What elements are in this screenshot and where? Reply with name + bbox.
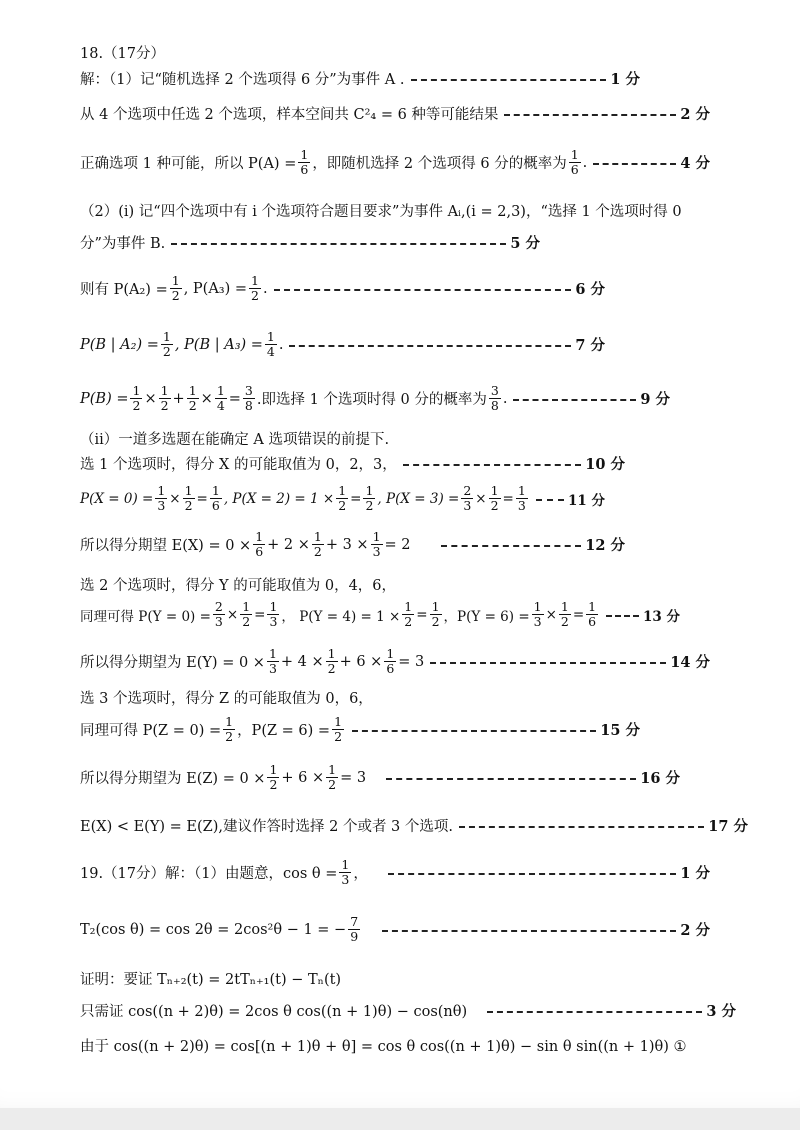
text-segment: 所以得分期望为 E(Z) = 0 × (80, 771, 266, 788)
q19-line-5 (80, 1035, 686, 1056)
fraction (326, 763, 338, 793)
text-segment: + 3 × (325, 536, 369, 553)
fraction (489, 484, 501, 514)
text-segment: + 2 × (267, 536, 310, 553)
fraction (215, 384, 227, 414)
q18-line-10 (80, 453, 625, 474)
q19-title: 19.（17分）解：（1）由题意，cos θ = (80, 866, 338, 883)
denominator: 3 (341, 872, 350, 888)
denominator: 6 (570, 162, 579, 178)
score-mark: 16 分 (640, 770, 680, 788)
score-mark: 10 分 (585, 456, 625, 473)
text-segment: ，P(Z = 6) = (237, 723, 331, 740)
fraction (267, 647, 279, 677)
numerator: 7 (350, 914, 359, 929)
operator: × (226, 606, 239, 623)
text-segment: , P(X = 3) = (377, 490, 460, 507)
operator: = (228, 390, 241, 407)
operator: × (475, 490, 487, 507)
numerator: 1 (157, 483, 166, 498)
numerator: 1 (160, 383, 169, 398)
score-leader (487, 1011, 702, 1013)
operator: × (169, 490, 181, 507)
q18-line-16 (80, 687, 373, 708)
fraction (371, 530, 383, 560)
numerator: 1 (386, 646, 395, 661)
score-leader (411, 79, 607, 81)
denominator: 3 (157, 498, 166, 514)
numerator: 1 (334, 714, 343, 729)
numerator: 1 (188, 383, 197, 398)
q18-line-7 (80, 330, 605, 360)
score-leader (403, 464, 581, 466)
numerator: 1 (588, 599, 597, 614)
q18-line-12 (80, 530, 625, 560)
numerator: 1 (328, 762, 337, 777)
numerator: 1 (404, 599, 413, 614)
denominator: 9 (350, 929, 359, 945)
denominator: 2 (184, 498, 193, 514)
text-segment: . (278, 336, 284, 353)
score-leader (386, 778, 636, 780)
q18-line-19 (80, 815, 748, 836)
score-leader (536, 499, 564, 501)
text-segment: 同理可得 P(Z = 0) = (80, 723, 222, 740)
operator: = (196, 490, 208, 507)
denominator: 6 (300, 162, 309, 178)
numerator: 1 (341, 857, 350, 872)
numerator: 1 (269, 599, 278, 614)
denominator: 6 (386, 661, 395, 677)
text-segment: = 3 (340, 769, 367, 786)
operator: × (200, 390, 213, 407)
fraction (267, 763, 279, 793)
q18-line-17 (80, 715, 640, 745)
numerator: 1 (251, 273, 259, 288)
numerator: 1 (533, 599, 542, 614)
proof-expansion: 由于 cos((n + 2)θ) = cos[(n + 1)θ + θ] = cos θ cos((n + 1)θ) − sin θ sin((n + 1)θ) ① (80, 1039, 687, 1055)
denominator: 2 (225, 729, 234, 745)
fraction (249, 274, 261, 304)
numerator: 1 (431, 599, 440, 614)
operator: + (172, 390, 185, 407)
numerator: 1 (171, 273, 180, 288)
score-mark: 3 分 (706, 1003, 736, 1020)
denominator: 2 (328, 777, 337, 793)
q18-line-6 (80, 274, 605, 304)
text-segment: , P(A₃) = (183, 280, 248, 297)
score-leader (352, 730, 596, 732)
fraction (339, 858, 351, 888)
denominator: 6 (255, 544, 264, 560)
numerator: 1 (211, 483, 220, 498)
operator: = (254, 606, 266, 623)
score-leader (459, 826, 704, 828)
fraction (223, 715, 235, 745)
fraction (183, 484, 195, 514)
score-mark: 17 分 (708, 818, 748, 835)
operator: = (502, 490, 514, 507)
q19-line-4 (80, 1000, 736, 1021)
denominator: 2 (188, 398, 197, 414)
fraction (210, 484, 222, 514)
denominator: 2 (560, 614, 569, 630)
text-segment: , P(B | A₃) = (174, 336, 263, 353)
score-mark: 5 分 (510, 235, 540, 252)
fraction (516, 484, 528, 514)
denominator: 2 (431, 614, 440, 630)
text-segment: 所以得分期望为 E(Y) = 0 × (80, 655, 265, 672)
fraction (559, 600, 571, 630)
q18-line-15 (80, 647, 710, 677)
fraction (267, 600, 279, 630)
fraction (402, 600, 414, 630)
fraction (161, 330, 173, 360)
fraction (170, 274, 182, 304)
denominator: 4 (266, 344, 275, 360)
denominator: 2 (338, 498, 347, 514)
text-segment: . (582, 154, 588, 171)
numerator: 1 (268, 646, 277, 661)
score-leader (289, 345, 571, 347)
q18-line-3 (80, 148, 710, 178)
q19-line-1 (80, 858, 710, 888)
event-b-definition: 分”为事件 B. (80, 236, 166, 252)
page-bottom-edge (0, 1108, 800, 1130)
fraction (569, 148, 581, 178)
score-mark: 9 分 (640, 391, 670, 409)
score-mark: 1 分 (680, 865, 710, 883)
q18-header (80, 42, 165, 63)
denominator: 4 (216, 398, 225, 414)
fraction (532, 600, 544, 630)
score-mark: 2 分 (680, 106, 710, 123)
text-segment: P(B | A₂) = (80, 336, 159, 353)
fraction (243, 384, 255, 414)
text-segment: 所以得分期望 E(X) = 0 × (80, 538, 252, 555)
numerator: 1 (269, 762, 278, 777)
text-segment: . (502, 390, 508, 407)
fraction (326, 647, 338, 677)
score-leader (388, 873, 677, 875)
text-segment: + 6 × (339, 653, 383, 670)
score-mark: 12 分 (585, 537, 625, 555)
fraction (332, 715, 344, 745)
denominator: 2 (160, 398, 169, 414)
denominator: 2 (490, 498, 499, 514)
numerator: 1 (490, 483, 499, 498)
text-segment: ，即随机选择 2 个选项得 6 分的概率为 (312, 156, 567, 173)
fraction (336, 484, 348, 514)
numerator: 1 (372, 529, 381, 544)
fraction (155, 484, 167, 514)
denominator: 3 (372, 544, 381, 560)
numerator: 1 (132, 383, 141, 398)
score-mark: 15 分 (600, 722, 640, 740)
score-mark: 4 分 (680, 155, 710, 173)
denominator: 8 (490, 398, 499, 414)
fraction (586, 600, 598, 630)
denominator: 3 (268, 661, 277, 677)
numerator: 2 (214, 599, 223, 614)
fraction (265, 330, 277, 360)
text-segment: 则有 P(A₂) = (80, 282, 168, 299)
numerator: 1 (365, 483, 374, 498)
score-mark: 2 分 (680, 922, 710, 940)
q18-conclusion: E(X) < E(Y) = E(Z),建议作答时选择 2 个或者 3 个选项. (80, 819, 454, 835)
proof-goal: 证明：要证 Tₙ₊₂(t) = 2tTₙ₊₁(t) − Tₙ(t) (80, 972, 342, 988)
score-mark: 14 分 (670, 654, 710, 672)
numerator: 1 (216, 383, 225, 398)
score-leader (441, 545, 582, 547)
numerator: 1 (225, 714, 234, 729)
denominator: 2 (313, 544, 322, 560)
q18-sample-space: 从 4 个选项中任选 2 个选项，样本空间共 C²₄ = 6 种等可能结果 (80, 107, 499, 123)
denominator: 2 (269, 777, 278, 793)
operator: = (350, 490, 362, 507)
score-mark: 7 分 (575, 337, 605, 355)
operator: = (416, 606, 428, 623)
score-leader (606, 615, 639, 617)
denominator: 8 (244, 398, 253, 414)
numerator: 1 (570, 147, 579, 162)
proof-reduction: 只需证 cos((n + 2)θ) = 2cos θ cos((n + 1)θ) − cos(nθ) (80, 1004, 468, 1020)
denominator: 3 (533, 614, 542, 630)
numerator: 1 (313, 529, 322, 544)
denominator: 3 (463, 498, 472, 514)
fraction (298, 148, 310, 178)
text-segment: ，P(Y = 6) = (443, 608, 530, 625)
score-mark: 11 分 (568, 492, 605, 509)
denominator: 3 (269, 614, 278, 630)
q18-line-8 (80, 384, 670, 414)
score-leader (513, 399, 636, 401)
score-mark: 13 分 (643, 608, 680, 625)
q18-title: 18.（17分） (80, 46, 166, 62)
q18-line-4 (80, 200, 682, 221)
fraction (253, 530, 265, 560)
denominator: 2 (334, 729, 343, 745)
numerator: 2 (463, 483, 472, 498)
text-segment: = 3 (398, 653, 425, 670)
score-leader (382, 930, 676, 932)
text-segment: P(X = 0) = (80, 490, 154, 507)
text-segment: T₂(cos θ) = cos 2θ = 2cos²θ − 1 = − (80, 921, 347, 938)
part-ii-intro: （ii）一道多选题在能确定 A 选项错误的前提下. (80, 432, 390, 448)
text-segment: .即选择 1 个选项时得 0 分的概率为 (256, 392, 487, 409)
fraction (430, 600, 442, 630)
numerator: 3 (490, 383, 499, 398)
operator: = (572, 606, 585, 623)
q18-line-18 (80, 763, 680, 793)
denominator: 3 (517, 498, 526, 514)
q18-line-11 (80, 484, 605, 514)
score-mark: 1 分 (610, 71, 640, 88)
fraction (240, 600, 252, 630)
q18-line-2 (80, 103, 710, 124)
numerator: 1 (517, 483, 526, 498)
text-segment: 同理可得 P(Y = 0) = (80, 608, 211, 625)
q19-line-3 (80, 968, 341, 989)
denominator: 3 (214, 614, 223, 630)
numerator: 1 (327, 646, 336, 661)
q18-part2-intro: （2）(i) 记“四个选项中有 i 个选项符合题目要求”为事件 Aᵢ,(i = 2,3)，“选择 1 个选项时得 0 (80, 204, 682, 220)
z-values: 选 3 个选项时，得分 Z 的可能取值为 0，6， (80, 691, 373, 707)
text-segment: , P(X = 2) = 1 × (223, 490, 335, 507)
q18-part1-intro: 解：（1）记“随机选择 2 个选项得 6 分”为事件 A . (80, 72, 405, 88)
numerator: 1 (184, 483, 193, 498)
text-segment: ， (353, 866, 368, 883)
text-segment: + 6 × (281, 769, 325, 786)
denominator: 2 (242, 614, 251, 630)
y-values: 选 2 个选项时，得分 Y 的可能取值为 0，4，6， (80, 578, 397, 594)
numerator: 1 (266, 329, 275, 344)
numerator: 1 (560, 599, 569, 614)
fraction (461, 484, 473, 514)
fraction (187, 384, 199, 414)
score-leader (171, 243, 506, 245)
operator: × (144, 390, 157, 407)
operator: × (545, 606, 557, 623)
fraction (312, 530, 324, 560)
text-segment: P(B) = (80, 390, 129, 407)
text-segment: + 4 × (280, 653, 324, 670)
q19-line-2 (80, 915, 710, 945)
denominator: 6 (211, 498, 220, 514)
text-segment: = 2 (384, 536, 411, 553)
fraction (130, 384, 142, 414)
numerator: 1 (242, 599, 251, 614)
numerator: 1 (338, 483, 347, 498)
score-leader (430, 662, 666, 664)
score-mark: 6 分 (575, 281, 605, 299)
denominator: 2 (251, 288, 259, 304)
q18-line-14 (80, 600, 680, 630)
denominator: 2 (162, 344, 171, 360)
denominator: 2 (404, 614, 413, 630)
q18-line-5 (80, 232, 540, 253)
q18-line-9 (80, 428, 389, 449)
x-values: 选 1 个选项时，得分 X 的可能取值为 0，2，3， (80, 457, 397, 473)
text-segment: ， P(Y = 4) = 1 × (281, 608, 401, 625)
numerator: 1 (300, 147, 309, 162)
numerator: 3 (244, 383, 253, 398)
q18-line-13 (80, 574, 396, 595)
denominator: 2 (365, 498, 374, 514)
fraction (489, 384, 501, 414)
denominator: 6 (588, 614, 597, 630)
score-leader (593, 163, 676, 165)
score-leader (274, 289, 572, 291)
fraction (363, 484, 375, 514)
numerator: 1 (255, 529, 264, 544)
text-segment: . (262, 280, 268, 297)
denominator: 2 (171, 288, 180, 304)
denominator: 2 (327, 661, 336, 677)
numerator: 1 (162, 329, 171, 344)
text-segment: 正确选项 1 种可能，所以 P(A) = (80, 156, 297, 173)
q18-line-1 (80, 68, 640, 89)
fraction (213, 600, 225, 630)
fraction (159, 384, 171, 414)
score-leader (504, 114, 676, 116)
fraction (384, 647, 396, 677)
fraction (348, 915, 360, 945)
denominator: 2 (132, 398, 141, 414)
